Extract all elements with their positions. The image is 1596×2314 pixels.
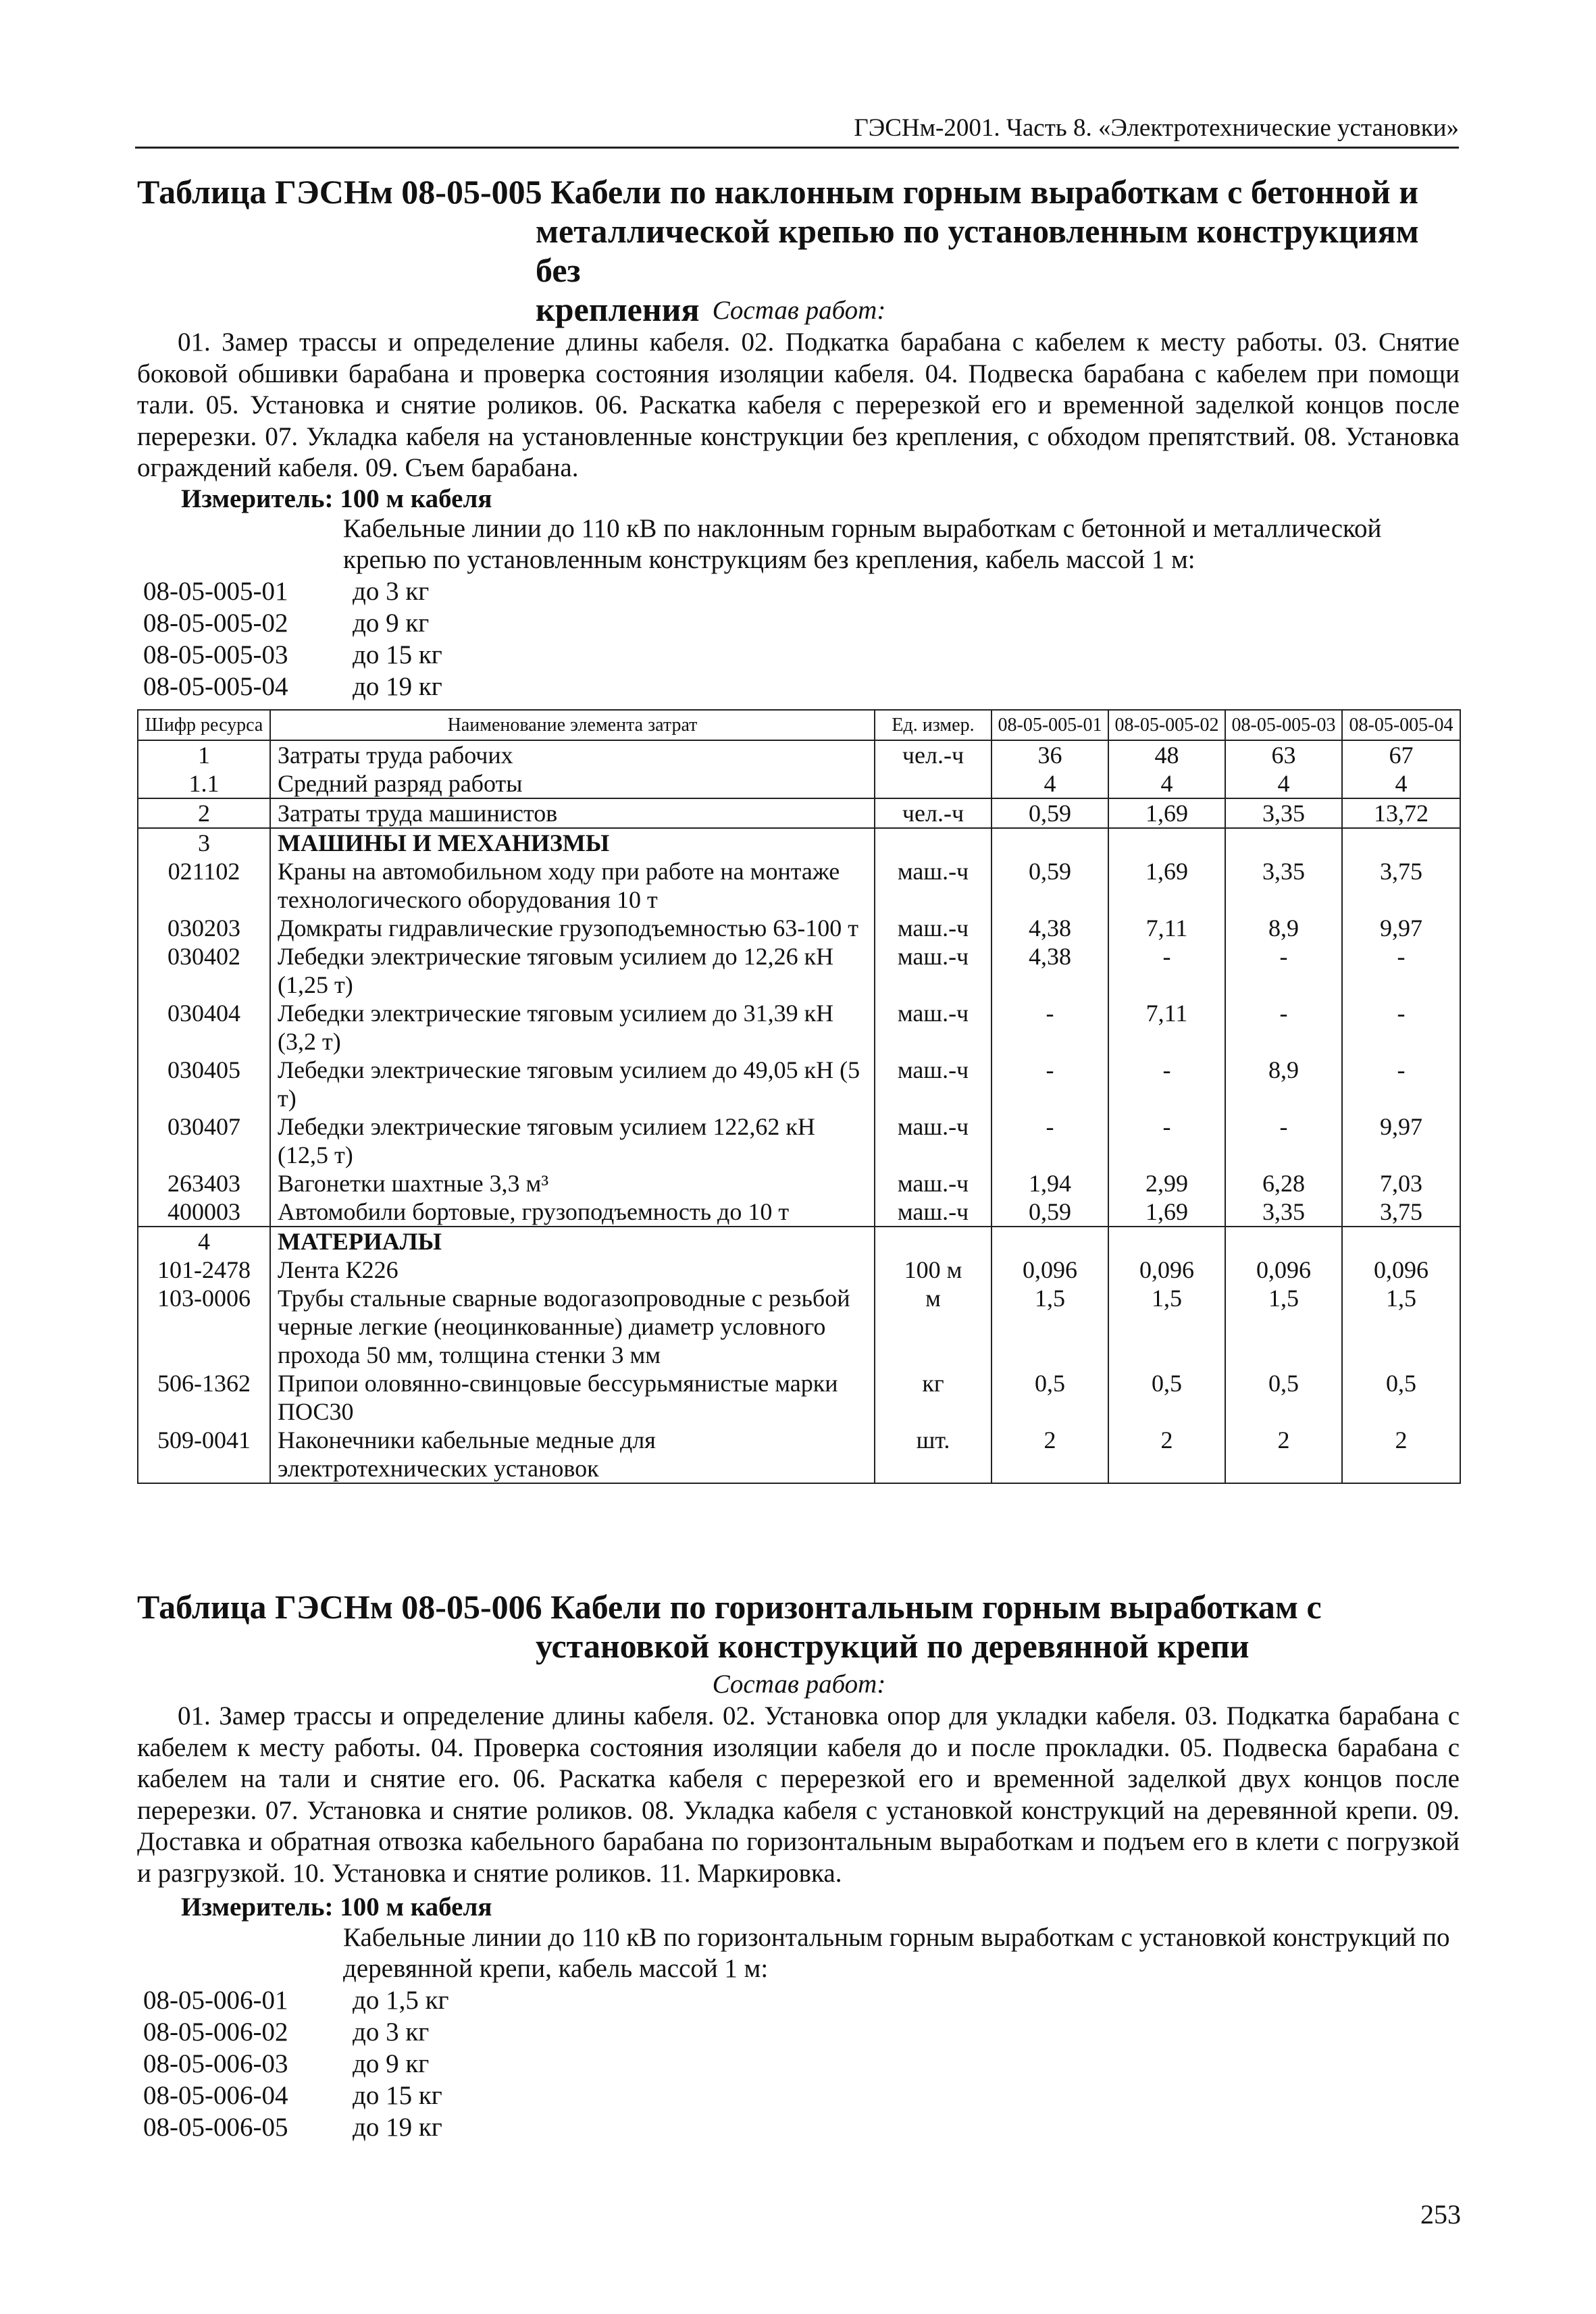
table-row xyxy=(138,1426,1460,1483)
value-cell: 3,35 xyxy=(1225,798,1342,828)
table-row xyxy=(138,1284,1460,1369)
value-cell: 3,75 xyxy=(1342,857,1460,914)
norm-code: 08-05-006-02 xyxy=(143,2017,288,2047)
column-header: Наименование элемента затрат xyxy=(270,710,875,740)
value-cell xyxy=(1342,1227,1460,1256)
value-cell: 7,11 xyxy=(1108,999,1225,1056)
value-cell: - xyxy=(1108,942,1225,999)
column-header: Шифр ресурса xyxy=(138,710,270,740)
value-cell: 0,59 xyxy=(992,857,1108,914)
value-cell xyxy=(992,1227,1108,1256)
code-list-item xyxy=(143,2048,449,2080)
code-list-item xyxy=(143,575,442,607)
table2-composition-label: Состав работ: xyxy=(712,1670,886,1699)
value-cell: - xyxy=(1342,1056,1460,1112)
table1-title-line1: Таблица ГЭСНм 08-05-005 Кабели по наклонным горным выработкам с бетонной и xyxy=(137,173,1419,211)
value-cell: 6,28 xyxy=(1225,1169,1342,1198)
value-cell xyxy=(1225,828,1342,857)
table2-composition-text xyxy=(137,1701,1460,1889)
table1-title-line2: металлической крепью по установленным конструкциям без xyxy=(536,212,1419,289)
resource-name-cell: Наконечники кабельные медные для электротехнических установок xyxy=(270,1426,875,1483)
unit-cell: кг xyxy=(875,1369,992,1426)
value-cell: 1,69 xyxy=(1108,1198,1225,1227)
table1-composition-body: 01. Замер трассы и определение длины кабеля. 02. Подкатка барабана с кабелем к месту работы. 03. Снятие боковой обшивки барабана и проверка состояния изоляции кабеля. 04. Подвеска барабана с кабелем при помощи тали. 05. Установка и снятие роликов. 06. Раскатка кабеля с перерезкой его и временной заделкой концов после перерезки. 07. Укладка кабеля на установленные конструкции без крепления, с обходом препятствий. 08. Установка ограждений кабеля. 09. Съем барабана. xyxy=(137,328,1460,482)
page-number: 253 xyxy=(1420,2199,1461,2230)
value-cell: 1,94 xyxy=(992,1169,1108,1198)
table1-description: Кабельные линии до 110 кВ по наклонным горным выработкам с бетонной и металлической крепью по установленным конструкциям без крепления, кабель массой 1 м: xyxy=(343,514,1382,574)
value-cell: - xyxy=(1225,1112,1342,1169)
unit-cell: маш.-ч xyxy=(875,1198,992,1227)
value-cell: 13,72 xyxy=(1342,798,1460,828)
table-row xyxy=(138,828,1460,857)
value-cell: - xyxy=(1225,942,1342,999)
table-row xyxy=(138,914,1460,942)
norm-code: 08-05-005-02 xyxy=(143,609,288,638)
resource-code-cell: 030405 xyxy=(138,1056,270,1112)
value-cell: 1,69 xyxy=(1108,857,1225,914)
unit-cell xyxy=(875,769,992,798)
table-row xyxy=(138,1369,1460,1426)
table-row xyxy=(138,1169,1460,1198)
value-cell: 0,5 xyxy=(1342,1369,1460,1426)
value-cell: 36 xyxy=(992,740,1108,769)
unit-cell: 100 м xyxy=(875,1256,992,1284)
table-row xyxy=(138,1198,1460,1227)
value-cell: 9,97 xyxy=(1342,914,1460,942)
column-header: 08-05-005-04 xyxy=(1342,710,1460,740)
resource-name-cell: Домкраты гидравлические грузоподъемностью 63-100 т xyxy=(270,914,875,942)
resource-code-cell: 101-2478 xyxy=(138,1256,270,1284)
cable-mass: до 19 кг xyxy=(353,2113,442,2142)
value-cell: 8,9 xyxy=(1225,1056,1342,1112)
cable-mass: до 9 кг xyxy=(353,2049,430,2078)
resource-name-cell: Лебедки электрические тяговым усилием до 49,05 кН (5 т) xyxy=(270,1056,875,1112)
norm-code: 08-05-005-03 xyxy=(143,640,288,669)
table1-code-list xyxy=(143,575,442,702)
table-row xyxy=(138,857,1460,914)
table-row xyxy=(138,769,1460,798)
resource-name-cell: Затраты труда рабочих xyxy=(270,740,875,769)
unit-cell: маш.-ч xyxy=(875,857,992,914)
value-cell: - xyxy=(1108,1112,1225,1169)
value-cell xyxy=(992,828,1108,857)
unit-cell: маш.-ч xyxy=(875,942,992,999)
unit-cell: м xyxy=(875,1284,992,1369)
value-cell: 4 xyxy=(992,769,1108,798)
value-cell: 2 xyxy=(1342,1426,1460,1483)
table-row xyxy=(138,1056,1460,1112)
unit-cell: шт. xyxy=(875,1426,992,1483)
value-cell: - xyxy=(992,999,1108,1056)
value-cell xyxy=(1342,828,1460,857)
value-cell: 3,35 xyxy=(1225,1198,1342,1227)
value-cell: 3,75 xyxy=(1342,1198,1460,1227)
value-cell: 1,5 xyxy=(1108,1284,1225,1369)
unit-cell xyxy=(875,1227,992,1256)
value-cell: 1,5 xyxy=(992,1284,1108,1369)
value-cell: 0,59 xyxy=(992,1198,1108,1227)
table-row xyxy=(138,1227,1460,1256)
resource-code-cell: 030402 xyxy=(138,942,270,999)
unit-cell: маш.-ч xyxy=(875,999,992,1056)
value-cell: 0,096 xyxy=(992,1256,1108,1284)
table-row xyxy=(138,1256,1460,1284)
cable-mass: до 3 кг xyxy=(353,2017,430,2047)
value-cell: 0,5 xyxy=(992,1369,1108,1426)
resource-code-cell: 4 xyxy=(138,1227,270,1256)
column-header: 08-05-005-03 xyxy=(1225,710,1342,740)
table2-description: Кабельные линии до 110 кВ по горизонтальным горным выработкам с установкой конструкций по деревянной крепи, кабель массой 1 м: xyxy=(343,1923,1450,1983)
value-cell: 2 xyxy=(1108,1426,1225,1483)
table-row xyxy=(138,999,1460,1056)
resource-name-cell: Лебедки электрические тяговым усилием 122,62 кН (12,5 т) xyxy=(270,1112,875,1169)
resource-name-cell: Вагонетки шахтные 3,3 м³ xyxy=(270,1169,875,1198)
value-cell: 8,9 xyxy=(1225,914,1342,942)
value-cell: - xyxy=(992,1056,1108,1112)
value-cell: 3,35 xyxy=(1225,857,1342,914)
code-list-item xyxy=(143,2080,449,2111)
value-cell: 4,38 xyxy=(992,942,1108,999)
table2-code-list xyxy=(143,1984,449,2143)
value-cell: 63 xyxy=(1225,740,1342,769)
resource-code-cell: 1.1 xyxy=(138,769,270,798)
resource-name-cell: Автомобили бортовые, грузоподъемность до 10 т xyxy=(270,1198,875,1227)
table1-composition-text xyxy=(137,327,1460,484)
table2-title-line1: Таблица ГЭСНм 08-05-006 Кабели по горизонтальным горным выработкам с xyxy=(137,1588,1322,1626)
table-row xyxy=(138,1112,1460,1169)
resource-code-cell: 030407 xyxy=(138,1112,270,1169)
table-header-row xyxy=(138,710,1460,740)
value-cell: 4 xyxy=(1225,769,1342,798)
norm-code: 08-05-006-05 xyxy=(143,2113,288,2142)
unit-cell xyxy=(875,828,992,857)
code-list-item xyxy=(143,639,442,671)
value-cell: 4 xyxy=(1342,769,1460,798)
table1-measure: Измеритель: 100 м кабеля xyxy=(181,484,492,513)
value-cell: 0,59 xyxy=(992,798,1108,828)
resource-name-cell: Припои оловянно-свинцовые бессурьмянистые марки ПОС30 xyxy=(270,1369,875,1426)
cable-mass: до 15 кг xyxy=(353,640,442,669)
resource-table xyxy=(137,709,1461,1484)
column-header: 08-05-005-01 xyxy=(992,710,1108,740)
table-row xyxy=(138,798,1460,828)
resource-name-cell: Затраты труда машинистов xyxy=(270,798,875,828)
value-cell: 0,5 xyxy=(1108,1369,1225,1426)
resource-code-cell: 021102 xyxy=(138,857,270,914)
table-row xyxy=(138,942,1460,999)
value-cell: 9,97 xyxy=(1342,1112,1460,1169)
resource-code-cell: 509-0041 xyxy=(138,1426,270,1483)
unit-cell: маш.-ч xyxy=(875,914,992,942)
value-cell: - xyxy=(1342,999,1460,1056)
value-cell: 7,03 xyxy=(1342,1169,1460,1198)
value-cell: - xyxy=(1342,942,1460,999)
resource-code-cell: 030404 xyxy=(138,999,270,1056)
code-list-item xyxy=(143,671,442,702)
value-cell: 0,5 xyxy=(1225,1369,1342,1426)
value-cell: 4 xyxy=(1108,769,1225,798)
value-cell: 0,096 xyxy=(1108,1256,1225,1284)
value-cell: - xyxy=(992,1112,1108,1169)
cable-mass: до 9 кг xyxy=(353,609,430,638)
norm-code: 08-05-005-01 xyxy=(143,577,288,606)
column-header: 08-05-005-02 xyxy=(1108,710,1225,740)
resource-code-cell: 1 xyxy=(138,740,270,769)
value-cell: 1,5 xyxy=(1225,1284,1342,1369)
value-cell: 48 xyxy=(1108,740,1225,769)
code-list-item xyxy=(143,607,442,639)
norm-code: 08-05-006-04 xyxy=(143,2081,288,2110)
code-list-item xyxy=(143,2111,449,2143)
table1-title-line3: крепления xyxy=(536,290,700,328)
norm-code: 08-05-006-03 xyxy=(143,2049,288,2078)
resource-name-cell: Лента К226 xyxy=(270,1256,875,1284)
norm-code: 08-05-005-04 xyxy=(143,672,288,701)
unit-cell: маш.-ч xyxy=(875,1169,992,1198)
value-cell xyxy=(1108,828,1225,857)
value-cell: 2 xyxy=(992,1426,1108,1483)
resource-code-cell: 400003 xyxy=(138,1198,270,1227)
cable-mass: до 15 кг xyxy=(353,2081,442,2110)
resource-code-cell: 3 xyxy=(138,828,270,857)
unit-cell: чел.-ч xyxy=(875,798,992,828)
resource-name-cell: Средний разряд работы xyxy=(270,769,875,798)
running-header: ГЭСНм-2001. Часть 8. «Электротехнические установки» xyxy=(135,113,1459,149)
resource-name-cell: МАТЕРИАЛЫ xyxy=(270,1227,875,1256)
resource-name-cell: Лебедки электрические тяговым усилием до 12,26 кН (1,25 т) xyxy=(270,942,875,999)
value-cell: 0,096 xyxy=(1342,1256,1460,1284)
norm-code: 08-05-006-01 xyxy=(143,1986,288,2015)
value-cell xyxy=(1225,1227,1342,1256)
value-cell: 2 xyxy=(1225,1426,1342,1483)
resource-code-cell: 103-0006 xyxy=(138,1284,270,1369)
table1-composition-label: Состав работ: xyxy=(712,296,886,325)
code-list-item xyxy=(143,2016,449,2048)
value-cell: 7,11 xyxy=(1108,914,1225,942)
table2-title xyxy=(137,1587,1461,1666)
cable-mass: до 3 кг xyxy=(353,577,430,606)
resource-code-cell: 263403 xyxy=(138,1169,270,1198)
value-cell: 1,5 xyxy=(1342,1284,1460,1369)
value-cell: 1,69 xyxy=(1108,798,1225,828)
table-row xyxy=(138,740,1460,769)
value-cell: 4,38 xyxy=(992,914,1108,942)
value-cell xyxy=(1108,1227,1225,1256)
value-cell: - xyxy=(1108,1056,1225,1112)
unit-cell: чел.-ч xyxy=(875,740,992,769)
table2-title-line2: установкой конструкций по деревянной крепи xyxy=(536,1627,1250,1665)
resource-code-cell: 030203 xyxy=(138,914,270,942)
resource-name-cell: МАШИНЫ И МЕХАНИЗМЫ xyxy=(270,828,875,857)
cable-mass: до 1,5 кг xyxy=(353,1986,449,2015)
code-list-item xyxy=(143,1984,449,2016)
value-cell: - xyxy=(1225,999,1342,1056)
unit-cell: маш.-ч xyxy=(875,1112,992,1169)
resource-name-cell: Краны на автомобильном ходу при работе на монтаже технологического оборудования 10 т xyxy=(270,857,875,914)
value-cell: 67 xyxy=(1342,740,1460,769)
value-cell: 0,096 xyxy=(1225,1256,1342,1284)
resource-code-cell: 506-1362 xyxy=(138,1369,270,1426)
cable-mass: до 19 кг xyxy=(353,672,442,701)
resource-name-cell: Лебедки электрические тяговым усилием до 31,39 кН (3,2 т) xyxy=(270,999,875,1056)
column-header: Ед. измер. xyxy=(875,710,992,740)
table2-measure: Измеритель: 100 м кабеля xyxy=(181,1893,492,1922)
unit-cell: маш.-ч xyxy=(875,1056,992,1112)
resource-name-cell: Трубы стальные сварные водогазопроводные с резьбой черные легкие (неоцинкованные) диаметр условного прохода 50 мм, толщина стенки 3 мм xyxy=(270,1284,875,1369)
value-cell: 2,99 xyxy=(1108,1169,1225,1198)
table2-composition-body: 01. Замер трассы и определение длины кабеля. 02. Установка опор для укладки кабеля. 03. Подкатка барабана с кабелем к месту работы. 04. Проверка состояния изоляции кабеля до и после прокладки. 05. Подвеска барабана с кабелем на тали и снятие его. 06. Раскатка кабеля с перерезкой его и временной заделкой двух концов после перерезки. 07. Установка и снятие роликов. 08. Укладка кабеля с установкой конструкций на деревянной крепи. 09. Доставка и обратная отвозка кабельного барабана по горизонтальным выработкам и подъем его в клети с погрузкой и разгрузкой. 10. Установка и снятие роликов. 11. Маркировка. xyxy=(137,1701,1460,1888)
resource-code-cell: 2 xyxy=(138,798,270,828)
